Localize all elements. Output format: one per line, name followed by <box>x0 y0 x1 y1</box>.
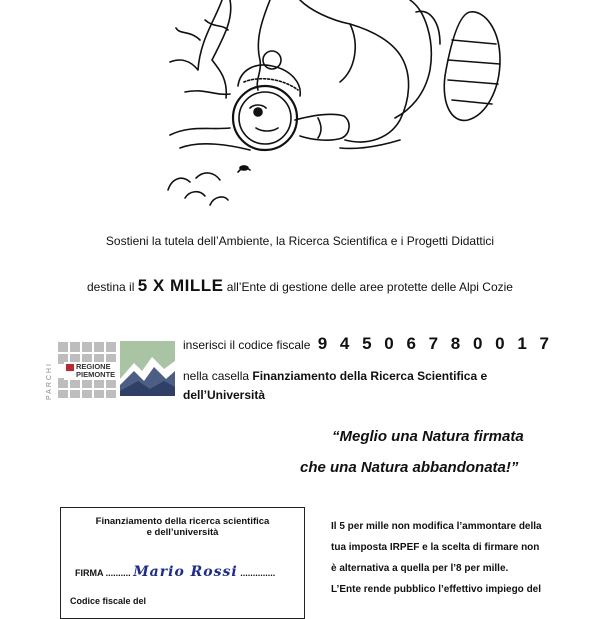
tax-code-line <box>183 334 553 354</box>
hiker-illustration <box>0 0 600 215</box>
box-pre: nella casella <box>183 369 250 383</box>
form-tax-code-label: Codice fiscale del <box>70 596 147 606</box>
tax-code-value: 9 4 5 0 6 7 8 0 0 1 7 <box>317 334 553 353</box>
regione-piemonte-label: REGIONE PIEMONTE <box>64 362 117 380</box>
signature: Mario Rossi <box>133 564 238 580</box>
info-line: tua imposta IRPEF e la scelta di firmare non <box>331 542 540 553</box>
destination-post: all’Ente di gestione delle aree protette delle Alpi Cozie <box>226 280 513 294</box>
destination-pre: destina il <box>87 280 135 294</box>
five-per-mille-highlight: 5 X MILLE <box>137 276 224 295</box>
info-line: L’Ente rende pubblico l’effettivo impiego del <box>331 584 542 595</box>
mountain-logo-icon <box>120 341 175 396</box>
flag-icon <box>66 364 74 371</box>
destination-text <box>0 276 600 296</box>
quote-line-2: che una Natura abbandonata!” <box>300 459 519 476</box>
support-text: Sostieni la tutela dell’Ambiente, la Ricerca Scientifica e i Progetti Didattici <box>105 234 495 248</box>
info-text <box>331 516 556 600</box>
info-line: Il 5 per mille non modifica l’ammontare della <box>331 521 542 532</box>
parchi-vertical-label: PARCHI <box>46 362 53 400</box>
box-name: Finanziamento della Ricerca Scientifica e dell’Università <box>183 369 488 402</box>
info-line: è alternativa a quella per l’8 per mille. <box>331 563 509 574</box>
signature-dots: .............. <box>240 568 276 578</box>
signature-row <box>75 564 275 580</box>
box-instruction <box>183 367 543 405</box>
form-title: Finanziamento della ricerca scientifica e dell’università <box>95 516 270 538</box>
tax-code-label: inserisci il codice fiscale <box>183 338 311 352</box>
quote-line-1: “Meglio una Natura firmata <box>332 428 524 445</box>
signature-label: FIRMA .......... <box>75 568 131 578</box>
sample-form-box <box>60 507 305 619</box>
